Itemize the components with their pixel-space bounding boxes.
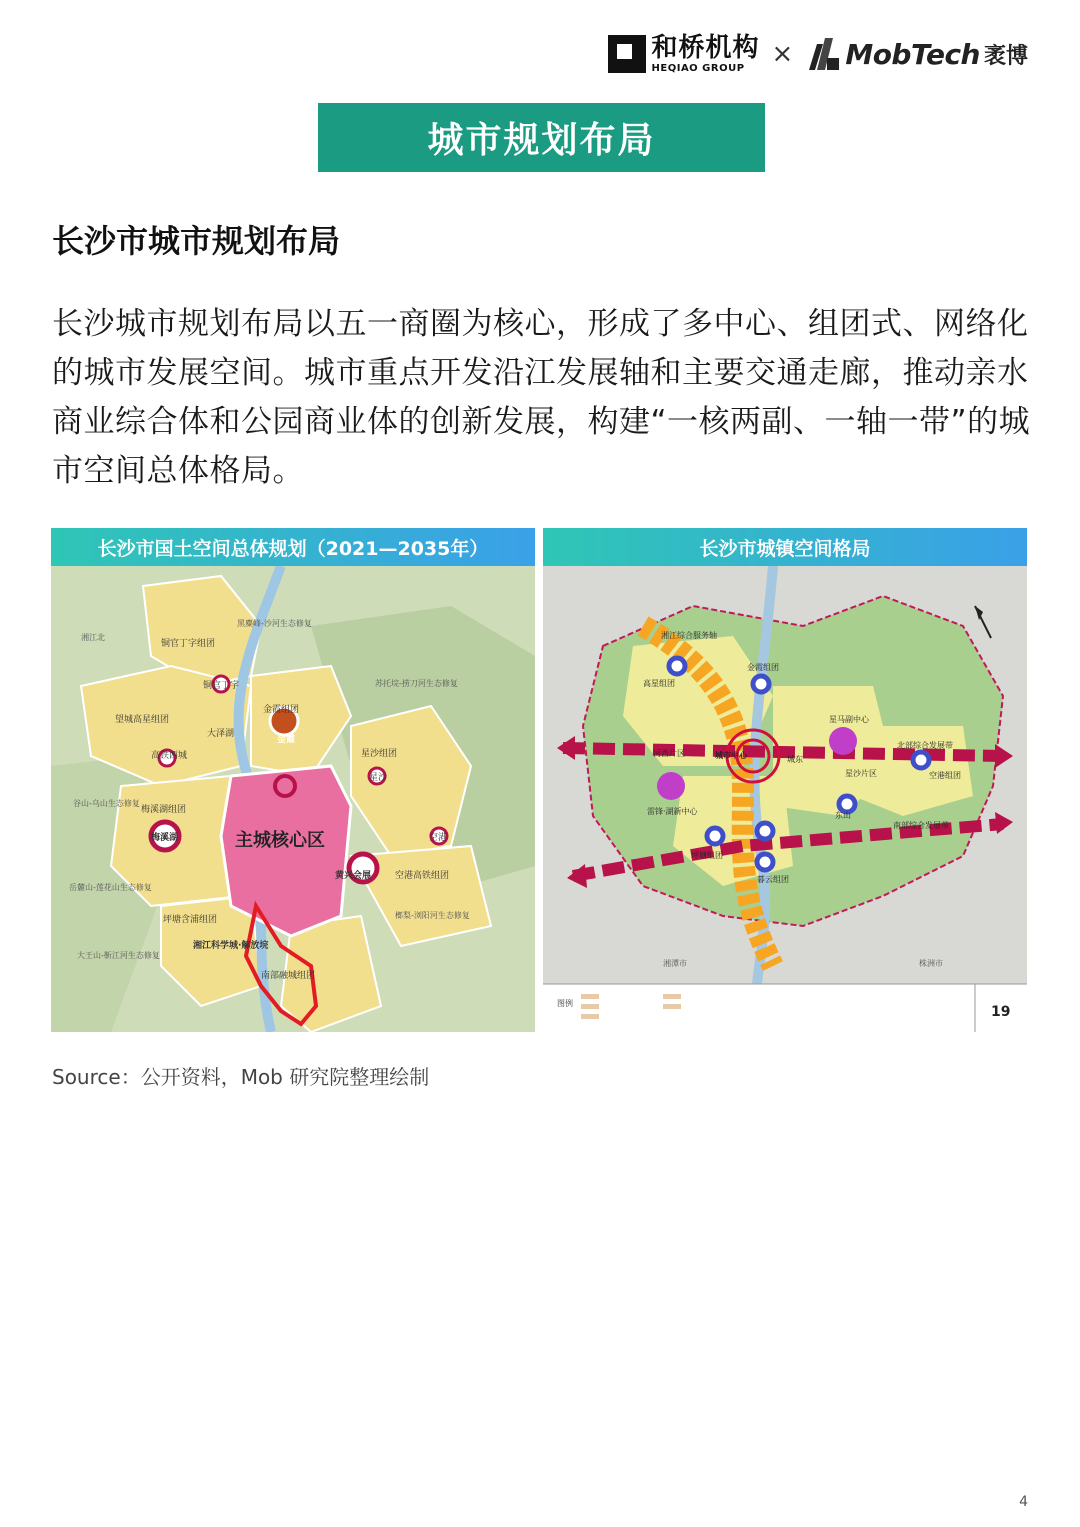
section-title: 城市规划布局: [427, 120, 656, 161]
label-north-belt: 北部综合发展带: [897, 741, 953, 750]
label-east-sub: 星马副中心: [829, 715, 869, 724]
heqiao-name-cn: 和桥机构: [651, 32, 760, 63]
label-chengdong: 城东: [787, 755, 803, 764]
label-gaoxing: 高星组团: [643, 679, 675, 688]
label-eco3: 岳麓山-莲花山生态修复: [69, 883, 152, 892]
label-core: 主城核心区: [235, 830, 325, 851]
label-river: 湘江北: [81, 633, 105, 642]
source-note: Source：公开资料，Mob 研究院整理绘制: [52, 1065, 430, 1089]
label-konggang-group: 空港高铁组团: [395, 871, 450, 881]
label-jinxia: 金霞: [277, 735, 296, 745]
section-title-banner: [318, 103, 765, 172]
label-huangxing: 黄兴会展: [335, 871, 372, 881]
label-konggang: 空港组团: [929, 771, 961, 780]
label-eco6: 榔梨-浏阳河生态修复: [395, 911, 470, 920]
label-xingsha: 星沙片区: [845, 769, 877, 778]
label-axis: 湘江综合服务轴: [661, 631, 717, 640]
mobtech-name-en: MobTech: [845, 37, 980, 71]
label-xingsha-group: 星沙组团: [361, 749, 398, 759]
heqiao-name-en: HEQIAO GROUP: [651, 62, 745, 74]
label-center: 城市中心: [715, 751, 747, 760]
label-pingtang: 坪塘含浦组团: [163, 915, 218, 925]
label-gaotie: 高铁西城: [151, 751, 188, 761]
label-pingtang: 坪塘组团: [691, 851, 723, 860]
map-left-header: [51, 528, 535, 566]
label-nanbu: 南部融城组团: [261, 971, 316, 981]
body-paragraph: 长沙城市规划布局以五一商圈为核心，形成了多中心、组团式、网络化的城市发展空间。城市重点开发沿江发展轴和主要交通走廊，推动亲水商业综合体和公园商业体的创新发展，构建“一核两副、一轴一带”的城市空间总体格局。: [52, 306, 1031, 489]
mobtech-name-cn: 袤博: [983, 43, 1028, 69]
heqiao-mark-icon: [608, 35, 646, 73]
label-meixihu-group: 梅溪湖组团: [141, 805, 187, 815]
subtitle: 长沙市城市规划布局: [52, 222, 341, 260]
label-west-sub: 雷锋·湖新中心: [647, 807, 698, 816]
map-left-graphic: [51, 566, 535, 1032]
label-dongshan: 东山: [835, 811, 851, 820]
map-left-title: 长沙市国土空间总体规划（2021—2035年）: [97, 537, 489, 560]
logo-separator: ×: [771, 39, 794, 69]
label-xingsha: 星沙: [369, 773, 388, 783]
map-right-title: 长沙市城镇空间格局: [699, 537, 871, 560]
label-jinxia: 金霞组团: [747, 663, 779, 672]
label-tongguan: 铜官丁字组团: [161, 639, 216, 649]
label-wangcheng: 望城高星组团: [115, 715, 170, 725]
label-xiangtan: 湘潭市: [663, 959, 687, 968]
label-dongjing: 暮云组团: [757, 875, 789, 884]
label-konggang: 空港: [429, 833, 448, 843]
label-eco4: 大王山-靳江河生态修复: [77, 951, 160, 960]
label-eco2: 苏托垸-捞刀河生态修复: [375, 679, 458, 688]
label-dazehu: 大泽湖: [207, 729, 235, 739]
page-number: 4: [1019, 1494, 1028, 1510]
label-xiangjiang: 湘江科学城·解放垸: [193, 941, 269, 951]
label-jinxia-group: 金霞组团: [263, 705, 300, 715]
label-hexi: 河西片区: [653, 749, 685, 758]
map-page-number: 19: [991, 1004, 1011, 1020]
map-urban-space-pattern: [543, 528, 1027, 1032]
map-right-header: [543, 528, 1027, 566]
label-south-belt: 南部综合发展带: [893, 821, 949, 830]
header-logos: [608, 28, 1028, 80]
label-eco1: 黑麋峰-沙河生态修复: [237, 619, 312, 628]
map-land-space-plan: [51, 528, 535, 1032]
label-meixihu: 梅溪湖: [151, 833, 179, 843]
mobtech-mark-icon: [805, 36, 841, 72]
label-tongguan-small: 铜官丁字: [203, 681, 240, 691]
map-right-graphic: [543, 566, 1027, 1032]
mobtech-logo: [805, 36, 1028, 72]
legend-label: 图例: [557, 999, 573, 1008]
label-zhuzhou: 株洲市: [919, 959, 943, 968]
heqiao-logo: [608, 32, 760, 74]
label-eco5: 谷山-乌山生态修复: [73, 799, 140, 808]
